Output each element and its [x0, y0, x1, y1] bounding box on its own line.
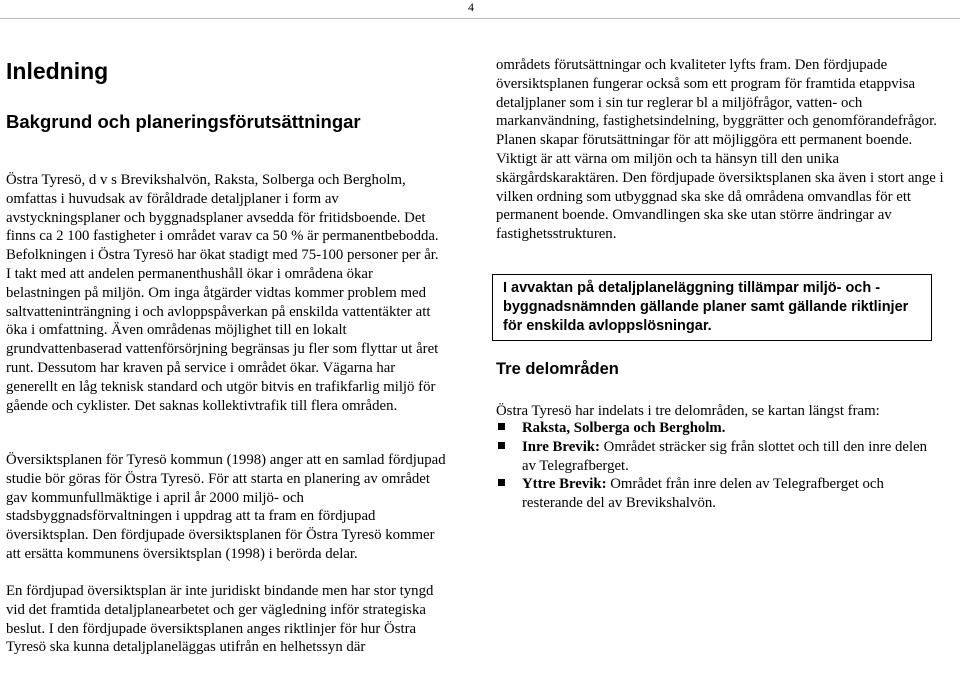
list-item [496, 438, 936, 476]
area-name: Inre Brevik: [522, 438, 600, 455]
area-description: Området från inre delen av Telegrafberget och resterande del av Brevikshalvön. [522, 476, 884, 512]
area-name: Yttre Brevik: [522, 476, 607, 493]
list-item [496, 419, 936, 438]
list-item [496, 475, 936, 513]
chapter-title: Inledning [6, 58, 109, 84]
subsection-heading: Tre delområden [496, 360, 619, 378]
square-bullet-icon [498, 479, 505, 486]
body-paragraph-2: Översiktsplanen för Tyresö kommun (1998) anger att en samlad fördjupad studie bör göras för Östra Tyresö. För att starta en planering av området gav kommunfullmäktige i april år 2000 miljö- och stadsbyggnadsförvaltningen i uppdrag att ta fram en fördjupad översiktsplan. Den fördjupade översiktsplanen för Östra Tyresö kommer att ersätta kommunens översiktsplan (1998) i berörda delar. [6, 452, 446, 562]
highlight-box: I avvaktan på detaljplaneläggning tillämpar miljö- och -byggnadsnämnden gällande planer samt gällande riktlinjer för enskilda avloppslösningar. [492, 274, 932, 341]
area-name: Raksta, Solberga och Bergholm. [522, 420, 726, 436]
square-bullet-icon [498, 442, 505, 449]
header-divider [0, 18, 960, 19]
page-number: 4 [468, 0, 474, 14]
body-paragraph-right-2: Östra Tyresö har indelats i tre delområden, se kartan längst fram: [496, 403, 880, 419]
square-bullet-icon [498, 423, 505, 430]
body-paragraph-1: Östra Tyresö, d v s Brevikshalvön, Raksta, Solberga och Bergholm, omfattas i huvudsak av föråldrade detaljplaner i form av avstyckningsplaner och byggnadsplaner avsedda för fritidsboende. Det finns ca 2 100 fastigheter i området varav ca 50 % är permanentbebodda. Befolkningen i Östra Tyresö har ökat stadigt med 75-100 personer per år. I takt med att andelen permanenthushåll ökar i områdena ökar belastningen på miljön. Om inga åtgärder vidtas kommer problem med saltvatteninträngning i och avloppspåverkan på enskilda vattentäkter att öka i omfattning. Även områdenas möjlighet till en lokalt grundvattenbaserad vattenförsörjning begränsas ju fler som flyttar ut året runt. Dessutom har kraven på service i området ökar. Vägarna har generellt en låg teknisk standard och utgör bitvis en trafikfarlig miljö för gående och cyklister. Det saknas kollektivtrafik till flera områden. [6, 172, 439, 414]
area-list [496, 419, 936, 513]
area-description: Området sträcker sig från slottet och till den inre delen av Telegrafberget. [522, 438, 928, 474]
body-paragraph-right-1: områdets förutsättningar och kvaliteter lyfts fram. Den fördjupade översiktsplanen fungerar också som ett program för framtida etappvisa detaljplaner som i sin tur reglerar bl a miljöfrågor, vatten- och markanvändning, fastighetsindelning, byggrätter och genomförandefrågor. Planen skapar förutsättningar för att möjliggöra ett permanent boende. Viktigt är att värna om miljön och ta hänsyn till den unika skärgårdskaraktären. Den fördjupade översiktsplanen ska även i stort ange i vilken ordning som utbyggnad ska ske då områdena omvandlas för ett permanent boende. Omvandlingen ska ske utan större ändringar av fastighetsstrukturen. [496, 57, 944, 243]
body-paragraph-3: En fördjupad översiktsplan är inte juridiskt bindande men har stor tyngd vid det framtida detaljplanearbetet och ger vägledning inför strategiska beslut. I den fördjupade översiktsplanen anges riktlinjer för hur Östra Tyresö ska kunna detaljplaneläggas utifrån en helhetssyn där [6, 583, 434, 656]
section-heading: Bakgrund och planeringsförutsättningar [6, 111, 361, 132]
